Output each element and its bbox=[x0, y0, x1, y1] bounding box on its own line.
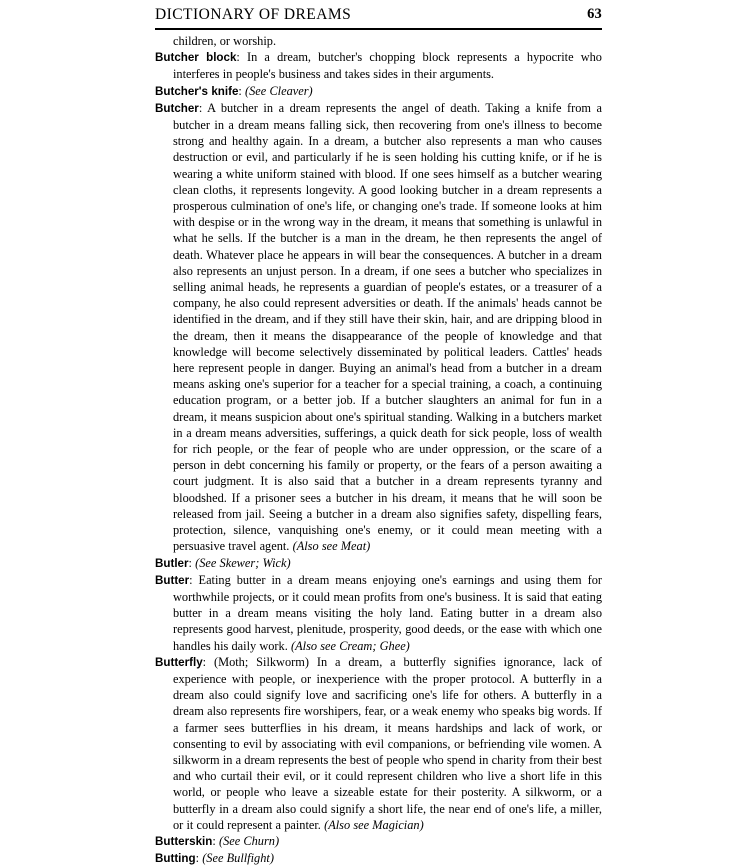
cross-reference: (Also see Magician) bbox=[324, 817, 424, 832]
entry-butterskin bbox=[155, 833, 602, 850]
headword: Butterfly bbox=[155, 655, 203, 669]
headword: Butterskin bbox=[155, 834, 213, 848]
headword: Butcher's knife bbox=[155, 84, 239, 98]
cross-reference: (See Skewer; Wick) bbox=[195, 555, 291, 570]
headword: Butter bbox=[155, 573, 190, 587]
entry-body: : In a dream, butcher's chopping block represents a hypocrite who interferes in people's business and takes sides in their arguments. bbox=[173, 50, 602, 82]
headword: Butcher block bbox=[155, 51, 237, 65]
entry-body: : Eating butter in a dream means enjoying one's earnings and using them for worthwhile projects, or it could mean profits from one's business. It is said that eating butter in a dream means visiting the holy land. Eating butter in a dream also represents good harvest, plenitude, prosperity, good deeds, or the ease with which one handles his daily work. bbox=[173, 572, 602, 653]
entry-body: : A butcher in a dream represents the angel of death. Taking a knife from a butcher in a dream means falling sick, then recovering from one's illness to become strong and healthy again. In a dream, a butcher also represents a man who causes destruction or evil, and particularly if he is seen holding his cutting knife, or if he is wearing a white uniform stained with blood. If one sees himself as a butcher wearing clean cloths, it represents longevity. A good looking butcher in a dream represents a prosperous culmination of one's life, or changing one's trade. If someone looks at him with despise or in the wrong way in the dream, it means that something is unlawful in what he sells. If the butcher is a man in the dream, he then represents the angel of death. Whatever place he appears in will bear the consequences. A butcher in a dream also represents an unjust person. In a dream, if one sees a butcher who specializes in selling animal heads, he represents a guardian of people's estates, or a treasurer of a company, he also could represent adversities or death. If the animals' heads cannot be identified in the dream, and if they still have their skin, hair, and are dripping blood in the dream, then it means the disappearance of the people of knowledge and that knowledge will become selectively disseminated by political leaders. Cattles' heads here represent people in danger. Buying an animal's head from a butcher in a dream means asking one's superior for a teacher for a special training, a coach, a continuing education program, or a better job. If a butcher slaughters an animal for fun in a dream, it means suspicion about one's spiritual standing. Walking in a butchers market in a dream means adversities, sufferings, a quick death for sick people, loss of wealth for rich people, or the fear of people who are under oppression, or the scare of a person in debt concerning his family or property, or the fears of a person awaiting a court judgment. It is also said that a butcher in a dream represents tyranny and bloodshed. If a prisoner sees a butcher in his dream, it means that he will soon be released from jail. Seeing a butcher in a dream also signifies safety, dispelling fears, protection, silence, vanquishing one's enemy, or it could mean meeting with a persuasive travel agent. bbox=[173, 100, 602, 554]
headword: Butcher bbox=[155, 101, 199, 115]
cross-reference: (Also see Cream; Ghee) bbox=[291, 638, 410, 653]
entry-butterfly bbox=[155, 654, 602, 833]
running-head bbox=[155, 6, 602, 30]
entry-body: children, or worship. bbox=[173, 34, 277, 48]
running-head-title: DICTIONARY OF DREAMS bbox=[155, 6, 352, 23]
entry-butcher-block bbox=[155, 49, 602, 82]
entry-body: : bbox=[238, 83, 246, 98]
headword: Butler bbox=[155, 556, 189, 570]
cross-reference: (See Cleaver) bbox=[245, 83, 313, 98]
cross-reference: (See Churn) bbox=[218, 833, 280, 848]
entry-butter bbox=[155, 572, 602, 654]
cross-reference: (See Bullfight) bbox=[202, 851, 274, 866]
entry-column bbox=[155, 33, 602, 867]
header-rule bbox=[155, 28, 602, 30]
cross-reference: (Also see Meat) bbox=[292, 539, 371, 554]
entry-body: : bbox=[195, 851, 203, 866]
entry-body: : (Moth; Silkworm) In a dream, a butterfly signifies ignorance, lack of experience with people, or inexperience with the proper protocol. A butterfly in a dream also could signify love and sacrificing one's life for others. A butterfly in a dream also represents fire worshipers, fear, or a weak enemy who speaks big words. If a farmer sees butterflies in his dream, it means hardships and lack of work, or consenting to evil by associating with evil companions, or befriending vile women. A silkworm in a dream represents the best of people who spend in charity from their best and who curtail their evil, or it could represent children who live a short life in this world, or people who leave a sizeable estate for their posterity. A silkworm, or a butterfly in a dream also could signify a short life, the near end of one's life, a miller, or it could represent a painter. bbox=[173, 654, 602, 832]
entry-butchers-knife bbox=[155, 83, 602, 100]
entry-butler bbox=[155, 555, 602, 572]
page-number: 63 bbox=[587, 6, 602, 22]
entry-butting bbox=[155, 850, 602, 867]
entry-continued bbox=[155, 33, 602, 49]
entry-butcher bbox=[155, 100, 602, 555]
headword: Butting bbox=[155, 852, 196, 866]
entry-body: : bbox=[212, 833, 219, 848]
entry-body: : bbox=[188, 555, 196, 570]
